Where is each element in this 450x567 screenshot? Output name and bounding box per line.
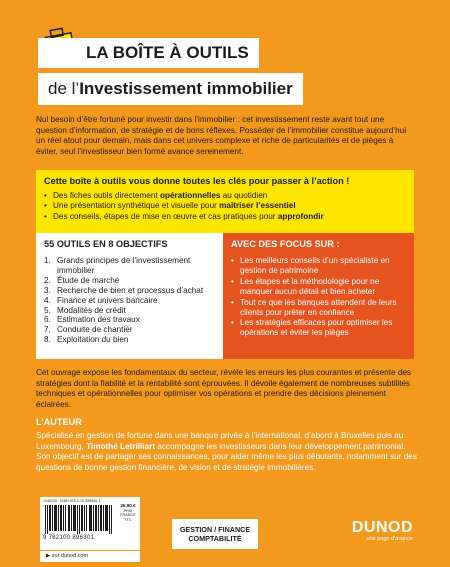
list-item: 7. Conduite de chantier: [44, 325, 133, 335]
key-points-header: Cette boîte à outils vous donne toutes les clés pour passer à l’action !: [44, 176, 350, 186]
barcode-icon: [45, 505, 115, 534]
author-bio: Spécialisé en gestion de fortune dans une banque privée à l’international, d’abord à Bruxelles puis au Luxembourg, Timothé Letrilliart accompagne les investisseurs dans leur développement patrimonial. Son objectif est de partager ses connaissances, pour aider même les plus débutants, notamment sur des questions de bonne gestion financière, de vision et de stratégie immobilières.: [36, 431, 417, 472]
key-points-list: [44, 191, 406, 222]
title-line-2-bold: Investissement immobilier: [79, 79, 293, 98]
list-item: • Les meilleurs conseils d’un spécialiste en gestion de patrimoine: [231, 256, 406, 276]
intro-paragraph: Nul besoin d’être fortuné pour investir dans l’immobilier : cet investissement reste avant tout une question d’information, de stratégie et de bons réflexes. Posséder de l’immobilier constitue aujourd’hui un réel atout pour demain, mais dans cet univers complexe et riche de particularités et de pièges à éviter, seul l’investisseur bien formé avance sereinement.: [36, 115, 407, 156]
category-label: GESTION / FINANCE COMPTABILITÉ: [172, 519, 258, 549]
focus-box: [223, 233, 414, 359]
key-points-box: [36, 170, 414, 233]
objectives-header: 55 OUTILS EN 8 OBJECTIFS: [44, 239, 168, 249]
list-item: • Tout ce que les banques attendent de leurs clients pour prêter en confiance: [231, 298, 406, 318]
objectives-list: [44, 256, 215, 345]
website-link[interactable]: ▶ sur dunod.com: [40, 551, 140, 562]
publisher-name: DUNOD: [351, 519, 413, 536]
title-line-2: [38, 73, 303, 105]
list-item: • Des fiches outils directement opérationnelles au quotidien: [44, 191, 406, 201]
author-name: Timothé Letrilliart: [86, 441, 156, 451]
objectives-box: [36, 233, 223, 359]
price: 26,90 €: [120, 503, 136, 508]
list-item: • Des conseils, étapes de mise en œuvre et cas pratiques pour approfondir: [44, 212, 406, 222]
title-line-2-prefix: de l’: [48, 79, 80, 98]
barcode-block: [40, 497, 140, 550]
barcode-digits: 9 782100 896301: [43, 535, 95, 541]
title-line-1: LA BOÎTE À OUTILS: [38, 38, 259, 68]
outro-paragraph: Cet ouvrage expose les fondamentaux du secteur, révèle les erreurs les plus courantes et présente des stratégies dont la fiabilité et la rentabilité sont éprouvées. Il dévoile également de nombreuses subtilités techniques et opérationnelles pour optimiser vos opérations et prendre des décisions pleinement éclairées.: [36, 368, 412, 409]
list-item: 2. Étude de marché: [44, 275, 120, 285]
list-item: 5. Modalités de crédit: [44, 305, 126, 315]
author-heading: L’AUTEUR: [36, 417, 82, 427]
publisher-tagline: une page d’avance: [366, 536, 413, 542]
list-item: • Les étapes et la méthodologie pour ne manquer aucun détail et bien acheter: [231, 277, 406, 297]
list-item: 8. Exploitation du bien: [44, 335, 129, 345]
isbn-line: 1248120 · ISBN 978-2-10-089630-1: [43, 499, 101, 503]
focus-list: [231, 256, 406, 338]
list-item: 4. Finance et univers bancaire: [44, 295, 158, 305]
list-item: 6. Estimation des travaux: [44, 315, 140, 325]
list-item: • Les stratégies efficaces pour optimiser les opérations et éviter les pièges: [231, 318, 406, 338]
price-block: 26,90 € PRIX FRANCE TTC: [118, 504, 138, 522]
focus-header: AVEC DES FOCUS SUR :: [231, 239, 340, 249]
publisher-logo: [351, 519, 413, 542]
list-item: 3. Recherche de bien et processus d’achat: [44, 285, 204, 295]
list-item: • Une présentation synthétique et visuelle pour maîtriser l’essentiel: [44, 201, 406, 211]
list-item: 1. Grands principes de l’investissement immobilier: [44, 256, 191, 275]
